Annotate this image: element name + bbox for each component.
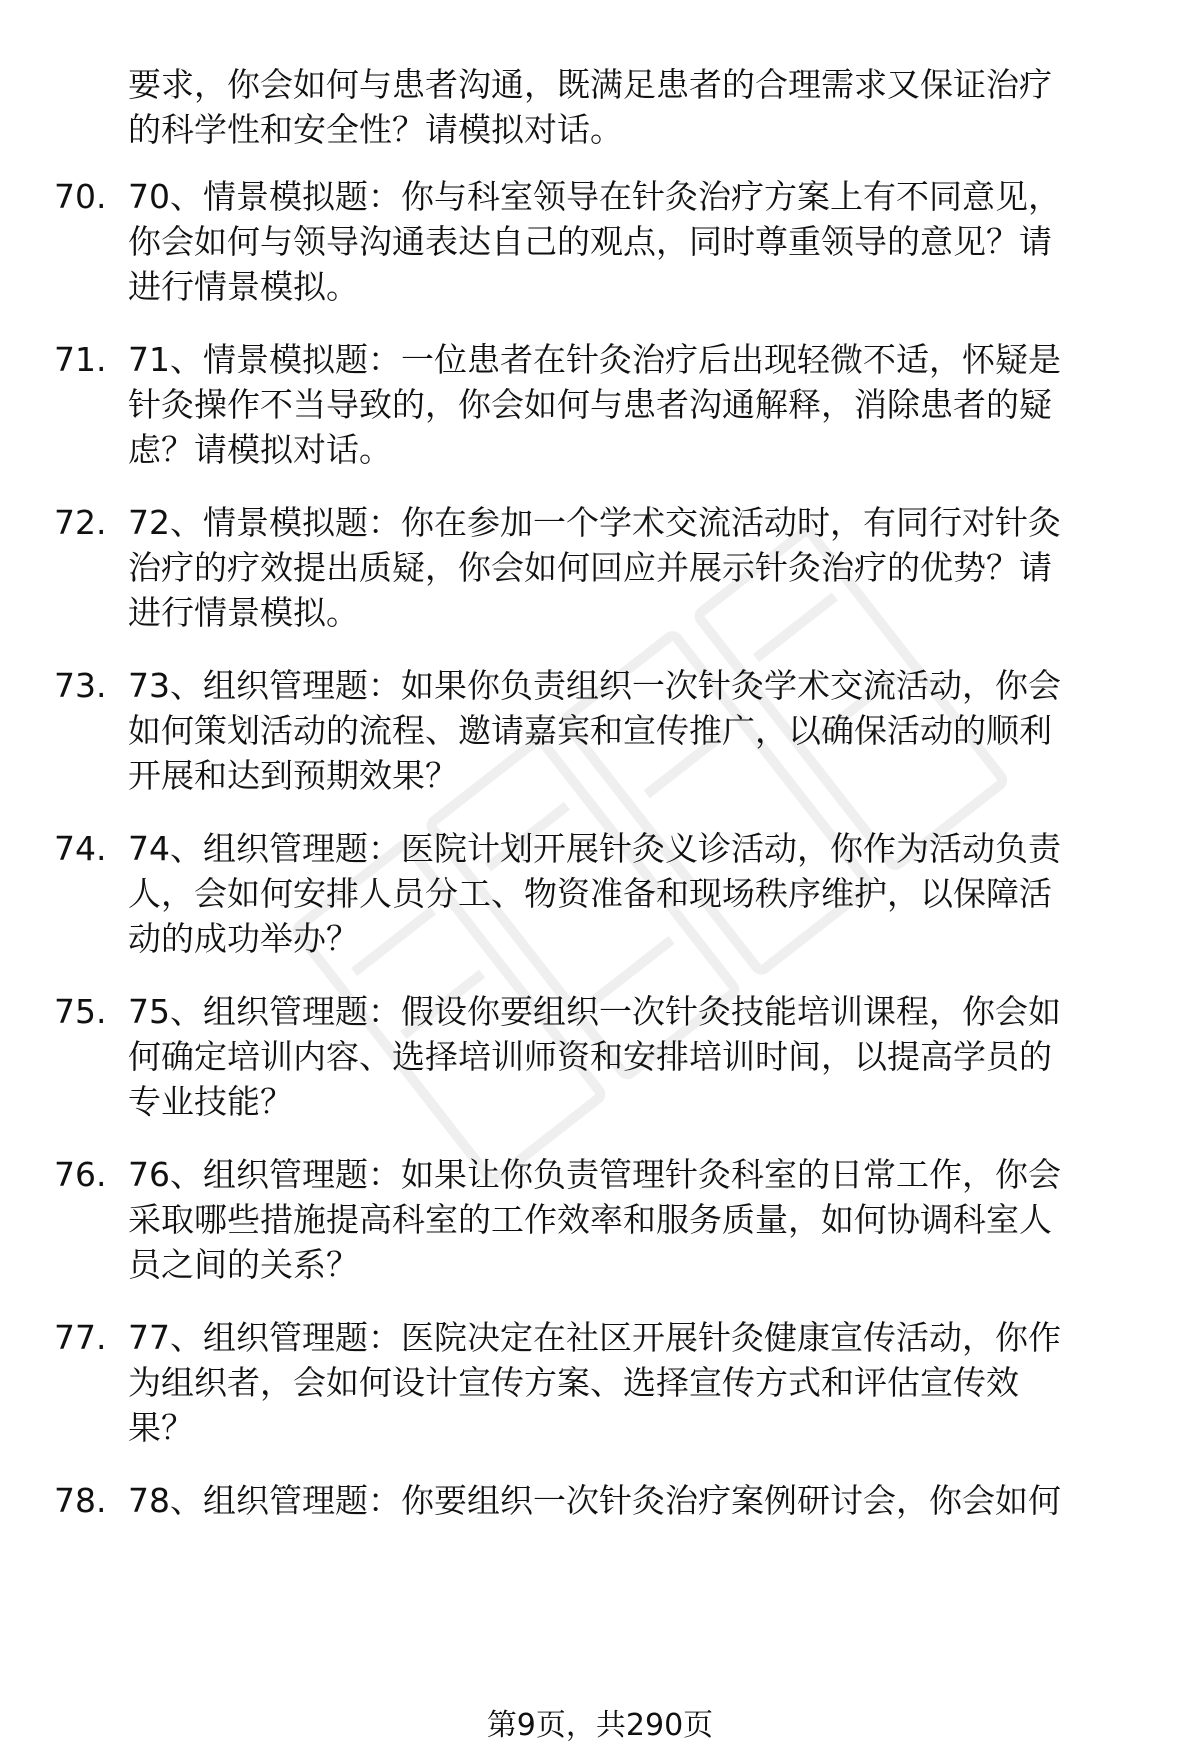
item-number: 75. — [54, 992, 107, 1031]
item-text: 75、组织管理题：假设你要组织一次针灸技能培训课程，你会如 何确定培训内容、选择培训师资和安排培训时间，以提高学员的 专业技能？ — [128, 992, 1061, 1121]
item-text: 73、组织管理题：如果你负责组织一次针灸学术交流活动，你会 如何策划活动的流程、邀请嘉宾和宣传推广，以确保活动的顺利 开展和达到预期效果？ — [128, 666, 1061, 795]
item-text: 72、情景模拟题：你在参加一个学术交流活动时，有同行对针灸 治疗的疗效提出质疑，你会如何回应并展示针灸治疗的优势？请 进行情景模拟。 — [128, 503, 1061, 632]
item-text: 78、组织管理题：你要组织一次针灸治疗案例研讨会，你会如何 — [128, 1481, 1061, 1520]
item-number: 77. — [54, 1318, 107, 1357]
item-number: 76. — [54, 1155, 107, 1194]
item-text: 71、情景模拟题：一位患者在针灸治疗后出现轻微不适，怀疑是 针灸操作不当导致的，你会如何与患者沟通解释，消除患者的疑 虑？请模拟对话。 — [128, 340, 1061, 469]
continuation-text: 要求，你会如何与患者沟通，既满足患者的合理需求又保证治疗 的科学性和安全性？请模拟对话。 — [128, 65, 1052, 149]
item-text: 76、组织管理题：如果让你负责管理针灸科室的日常工作，你会 采取哪些措施提高科室的工作效率和服务质量，如何协调科室人 员之间的关系？ — [128, 1155, 1061, 1284]
item-number: 72. — [54, 503, 107, 542]
item-number: 70. — [54, 177, 107, 216]
item-text: 77、组织管理题：医院决定在社区开展针灸健康宣传活动，你作 为组织者，会如何设计宣传方案、选择宣传方式和评估宣传效 果？ — [128, 1318, 1061, 1447]
item-number: 78. — [54, 1481, 107, 1520]
item-number: 74. — [54, 829, 107, 868]
item-text: 70、情景模拟题：你与科室领导在针灸治疗方案上有不同意见， 你会如何与领导沟通表达自己的观点，同时尊重领导的意见？请 进行情景模拟。 — [128, 177, 1061, 306]
item-text: 74、组织管理题：医院计划开展针灸义诊活动，你作为活动负责 人，会如何安排人员分工、物资准备和现场秩序维护，以保障活 动的成功举办？ — [128, 829, 1061, 958]
item-number: 71. — [54, 340, 107, 379]
page-footer: 第9页，共290页 — [486, 1708, 714, 1743]
item-number: 73. — [54, 666, 107, 705]
